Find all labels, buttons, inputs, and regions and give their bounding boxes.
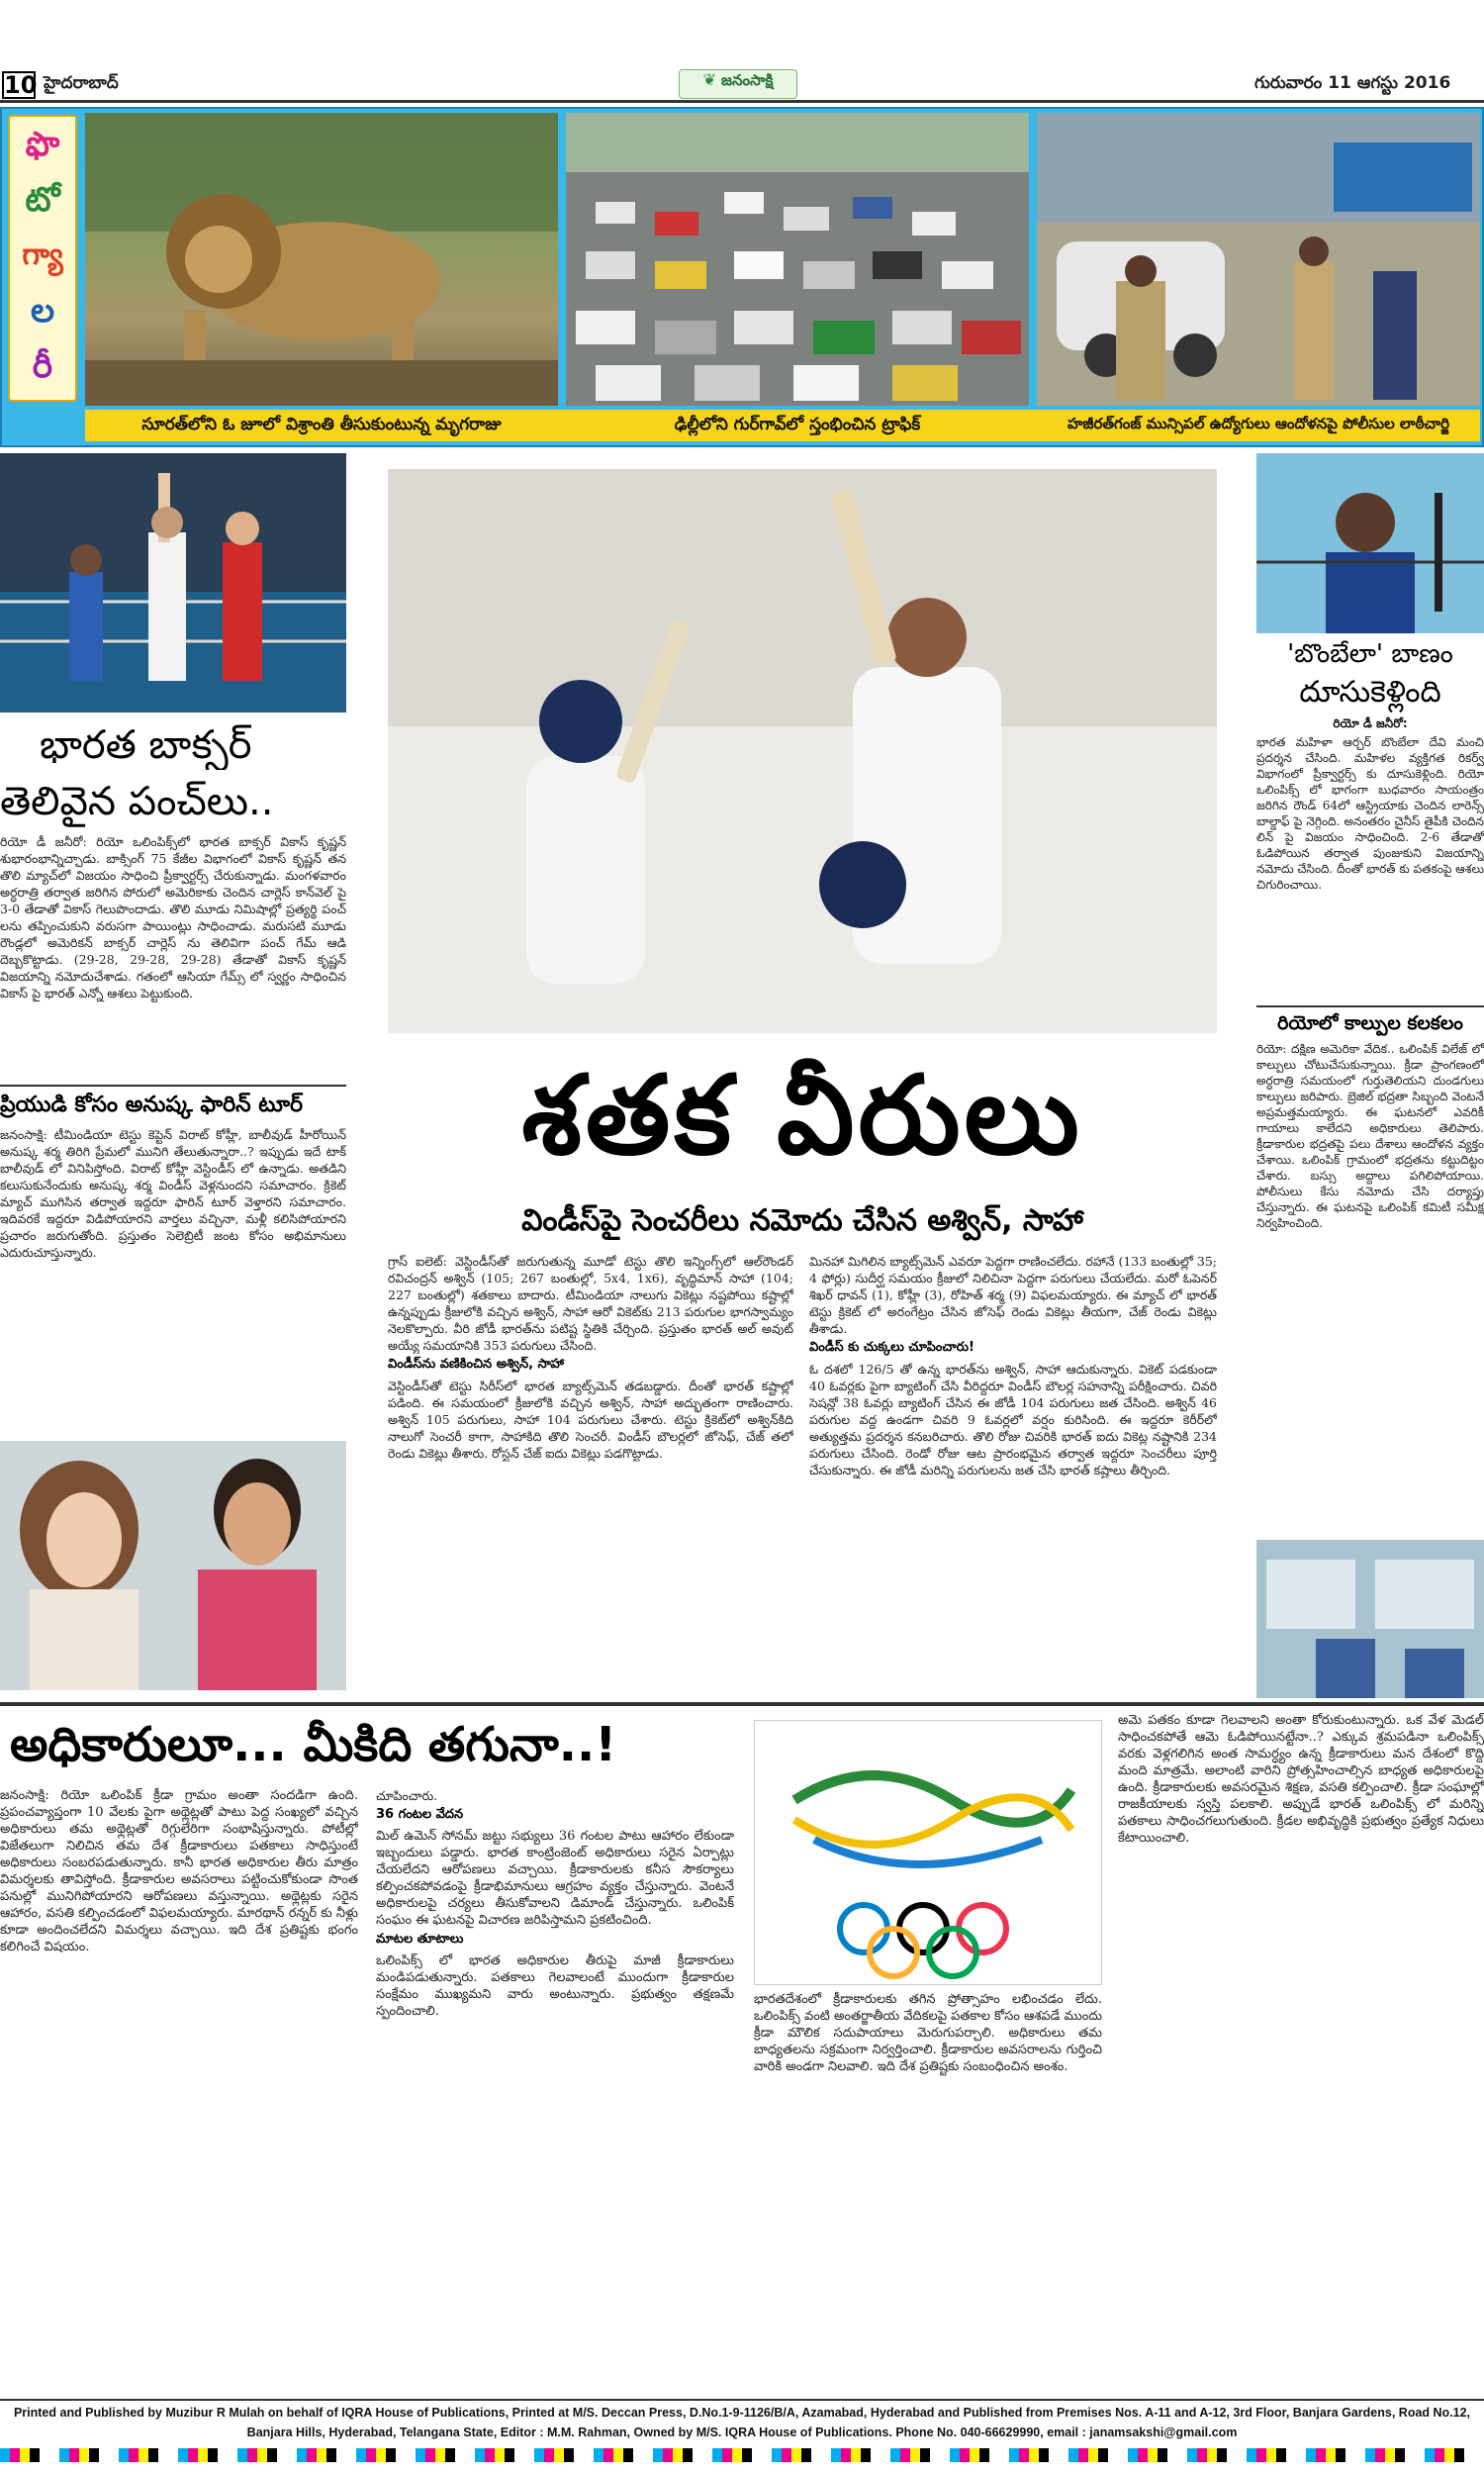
photo-traffic [566, 113, 1029, 406]
bottom-headline: అధికారులూ... మీకిది తగునా..! [10, 1717, 617, 1772]
gallery-label-char: రీ [32, 346, 53, 386]
lion-illustration [85, 113, 558, 406]
gallery-caption-1: సూరత్‌లోని ఓ జూలో విశ్రాంతి తీసుకుంటున్న మృగరాజు [141, 415, 502, 434]
masthead-logo [679, 69, 797, 99]
gallery-label-char: ల [30, 291, 55, 331]
rio-tension-body: రియో: దక్షిణ అమెరికా వేదిక.. ఒలింపిక్ విలేజ్ లో కాల్పులు చోటుచేసుకున్నాయి. క్రీడా ప్రాంగణంలో అర్ధరాత్రి సమయంలో గుర్తుతెలియని దుండగులు కాల్పులు జరిపారు. బ్రెజిల్ భద్రతా సిబ్బంది వెంటనే అప్రమత్తమయ్యారు. ఈ ఘటనలో ఎవరికీ గాయాలు కాలేదని అధికారులు తెలిపారు. క్రీడాకారుల భద్రతపై పలు దేశాలు ఆందోళన వ్యక్తం చేశాయి. ఒలింపిక్ గ్రామంలో భద్రతను కట్టుదిట్టం చేశారు. బస్సు అద్దాలు పగిలిపోయాయి. పోలీసులు కేసు నమోదు చేసి దర్యాప్తు చేస్తున్నారు. ఈ ఘటనపై ఒలింపిక్ కమిటీ సమీక్ష నిర్వహించింది. [1256, 1042, 1484, 1230]
cricketers-illustration [388, 469, 1217, 1033]
archer-illustration [1256, 453, 1484, 633]
boxing-ring-illustration [0, 453, 346, 713]
gallery-caption-3: హజీరత్‌గంజ్ మున్సిపల్ ఉద్యోగులు ఆందోళనపై పోలీసుల లాఠీచార్జి [1067, 415, 1449, 432]
photo-centurions [388, 469, 1217, 1033]
police-illustration [1037, 113, 1480, 406]
main-col-1-text-b: వెస్టిండీస్‌తో టెస్టు సిరీస్‌లో భారత బ్యాట్స్‌మెన్ తడబడ్డారు. దీంతో భారత్ కష్టాల్లో పడింది. ఈ సమయంలో క్రీజులోకి వచ్చిన అశ్విన్, సాహా అద్భుతంగా రాణించారు. అశ్విన్ 105 పరుగులు, సాహా 104 పరుగులు చేశారు. టెస్టు క్రికెట్‌లో అశ్విన్‌కిది నాలుగో సెంచరీ కాగా, సాహాకిది తొలి సెంచరీ. విండీస్ బౌలర్లలో జోసెఫ్, చేజ్ తలో రెండు వికెట్లు తీశారు. రోస్టన్ చేజ్ ఐదు వికెట్లు పడగొట్టాడు. [388, 1379, 793, 1461]
bottom-top-rule [0, 1702, 1484, 1706]
photo-police [1037, 113, 1480, 406]
gallery-label-char: ఫొ [25, 125, 60, 164]
bottom-col-4: అమె పతకం కూడా గెలవాలని అంతా కోరుకుంటున్నారు. ఒక వేళ మెడల్ సాధించకపోతే ఆమె ఓడిపోయినట్టేనా..? ఎక్కువ శ్రమపడినా ఒలింపిక్స్ వరకు వెళ్లగలిగిన అంత సామర్ధ్యం ఉన్న క్రీడాకారులు మన దేశంలో కొద్ది మంది మాత్రమే. అలాంటి వారిని ప్రోత్సహించాల్సిన బాధ్యత అధికారులపై ఉంది. క్రీడాకారులకు అవసరమైన శిక్షణ, వసతి కల్పించాలి. క్రీడా సంఘాల్లో రాజకీయాలకు స్వస్తి పలకాలి. అప్పుడే భారత్ ఒలింపిక్స్ లో మరిన్ని పతకాలు సాధించగలుగుతుంది. క్రీడల అభివృద్ధికి ప్రభుత్వం ప్రత్యేక నిధులు కేటాయించాలి. [1118, 1713, 1484, 1846]
bottom-col-2-subhead: 36 గంటల వేదన [376, 1807, 464, 1822]
bottom-col-3: భారతదేశంలో క్రీడాకారులకు తగిన ప్రోత్సాహం లభించడం లేదు. ఒలింపిక్స్ వంటి అంతర్జాతీయ వేదికలపై పతకాల కోసం ఆశపడే ముందు క్రీడా మౌలిక సదుపాయాలు మెరుగుపర్చాలి. అధికారులు తమ బాధ్యతలను సక్రమంగా నిర్వర్తించాలి. క్రీడాకారుల అవసరాలను గుర్తించి వారికి అండగా నిలవాలి. ఇది దేశ ప్రతిష్టకు సంబంధించిన అంశం. [754, 1992, 1102, 2074]
photo-bus [1256, 1540, 1484, 1698]
gallery-caption-2: ఢిల్లీలోని గుర్‌గావ్‌లో స్తంభించిన ట్రాఫిక్ [674, 415, 921, 434]
page-number: 10 [4, 71, 38, 99]
anushka-body: జనంసాక్షి: టీమిండియా టెస్టు కెప్టెన్ విరాట్ కోహ్లీ, బాలీవుడ్ హీరోయిన్ అనుష్క శర్మ తిరిగి ప్రేమలో మునిగి తేలుతున్నారా..? ఇప్పుడు ఇదే టాక్ బాలీవుడ్ లో వినిపిస్తోంది. విరాట్ కోహ్లీ వెస్టిండీస్ లో ఉన్నాడు. అతడిని కలుసుకునేందుకు అనుష్క శర్మ విండీస్ వెళ్లనుందని సమాచారం. క్రికెట్ మ్యాచ్ ముగిసిన తర్వాత ఇద్దరూ ఫారిన్ టూర్ వెళ్తారని సమాచారం. ఇదివరకే ఇద్దరూ విడిపోయారని వార్తలు వచ్చినా, మళ్లీ కలిసిపోయారని ప్రచారం జరుగుతోంది. ప్రస్తుతం సెలెబ్రిటీ జంట కోసం అభిమానులు ఎదురుచూస్తున్నారు. [0, 1127, 346, 1260]
main-col-2 [809, 1253, 1217, 1688]
bus-interior-illustration [1256, 1540, 1484, 1698]
footer-imprint: Printed and Published by Muzibur R Mulah on behalf of IQRA House of Publications, Printed at M/S. Deccan Press, D.No.1-9-1126/B/A, Azamabad, Hyderabad and Published from Premises Nos. A-11 and A-12, 3rd Floor, Banjara Gardens, Road No.12, Banjara Hills, Hyderabad, Telangana State, Editor : M.M. Rahman, Owned by M/S. IQRA House of Publications. Phone No. 040-66629990, email : janamsakshi@gmail.com [13, 2406, 1471, 2439]
main-headline: శతక వీరులు [521, 1052, 1083, 1179]
main-subheadline: విండీస్‌పై సెంచరీలు నమోదు చేసిన అశ్విన్, సాహా [521, 1203, 1083, 1238]
header-date: గురువారం 11 ఆగస్టు 2016 [1254, 73, 1451, 93]
boxer-headline-2: తెలివైన పంచ్‌లు.. [0, 779, 274, 824]
archer-divider [1256, 1005, 1484, 1007]
traffic-illustration [566, 113, 1029, 406]
rio2016-logo [754, 1720, 1102, 1985]
gallery-label [8, 115, 77, 402]
photo-boxers [0, 453, 346, 713]
bottom-col-2-subhead-2: మాటల తూటాలు [376, 1932, 464, 1947]
registration-marks [0, 2448, 1484, 2462]
archer-headline-1: 'బొంబేలా' బాణం [1287, 639, 1453, 669]
boxer-divider [0, 1085, 346, 1087]
anushka-headline: ప్రియుడి కోసం అనుష్క ఫారిన్ టూర్ [0, 1093, 303, 1117]
logo-text: జనంసాక్షి [721, 71, 774, 89]
main-col-1-text: గ్రాస్ ఐలెట్: వెస్టిండీస్‌తో జరుగుతున్న మూడో టెస్టు తొలి ఇన్నింగ్స్‌లో ఆల్‌రౌండర్ రవిచంద్రన్ అశ్విన్ (105; 267 బంతుల్లో, 5x4, 1x6), వృద్ధిమాన్ సాహా (104; 227 బంతుల్లో) శతకాలు బాదారు. టీమిండియా నాలుగు వికెట్లు నష్టపోయి కష్టాల్లో ఉన్నప్పుడు క్రీజులోకి వచ్చిన అశ్విన్, సాహా ఆరో వికెట్‌కు 213 పరుగుల భాగస్వామ్యం నెలకొల్పారు. వీరి జోడీ భారత్‌ను పటిష్ట స్థితికి చేర్చింది. ప్రస్తుతం భారత్ అల్ అవుట్ అయ్యే సమయానికి 353 పరుగులు చేసింది. [388, 1254, 793, 1353]
photo-anushka-virat [0, 1441, 346, 1690]
bottom-col-2-text-b: ఒలింపిక్స్ లో భారత అధికారుల తీరుపై మాజీ క్రీడాకారులు మండిపడుతున్నారు. పతకాలు గెలవాలంటే ముందుగా క్రీడాకారుల సంక్షేమం ముఖ్యమని వారు అంటున్నారు. ప్రభుత్వం తక్షణమే స్పందించాలి. [376, 1953, 734, 2019]
header-rule [0, 100, 1484, 103]
photo-archer [1256, 453, 1484, 633]
gallery-label-char: టో [25, 180, 60, 220]
rio-tension-headline: రియోలో కాల్పుల కలకలం [1277, 1012, 1463, 1034]
photo-lion [85, 113, 558, 406]
main-col-2-text-b: ఓ దశలో 126/5 తో ఉన్న భారత్‌ను అశ్విన్, సాహా ఆదుకున్నారు. వికెట్ పడకుండా 40 ఓవర్లకు పైగా బ్యాటింగ్ చేసి వీరిద్దరూ విండీస్ బౌలర్ల సహనాన్ని పరీక్షించారు. చివరి సెషన్లో 38 ఓవర్లు బ్యాటింగ్ చేసిన ఈ జోడీ 104 పరుగులు జత చేసింది. అశ్విన్ 46 పరుగుల వద్ద ఉండగా చివరి 9 ఓవర్లలో వర్షం కురిసింది. ఈ ఇద్దరూ కెరీర్‌లో అత్యుత్తమ ప్రదర్శన కనబరిచారు. తొలి రోజు చివరికి భారత్ ఐదు వికెట్ల నష్టానికి 234 పరుగులు చేసింది. రెండో రోజు ఆట ప్రారంభమైన తర్వాత ఇద్దరూ సెంచరీలు పూర్తి చేసుకున్నారు. ఈ జోడీ మరిన్ని పరుగులను జత చేసి భారత్ కష్టాలు తీర్చింది. [809, 1362, 1217, 1477]
photo-gallery [0, 107, 1484, 447]
bottom-col-1: జనంసాక్షి: రియో ఒలింపిక్ క్రీడా గ్రామం అంతా సందడిగా ఉంది. ప్రపంచవ్యాప్తంగా 10 వేలకు పైగా అథ్లెట్లతో పాటు పెద్ద సంఖ్యలో వచ్చిన అధికారులు తమ అథ్లెట్లతో రిగ్గులేరిగా సంభాషిస్తున్నారు. పోటీల్లో విజేతలుగా నిలిచిన తమ దేశ క్రీడాకారులు పతకాలు సాధిస్తుంటే అధికారులు సంబరపడుతున్నారు. కానీ భారత అధికారుల తీరు మాత్రం విమర్శలకు తావిస్తోంది. క్రీడాకారుల అవసరాలు పట్టించుకోకుండా సొంత పనుల్లో మునిగిపోయారని ఆరోపణలు వస్తున్నాయి. అథ్లెట్లకు సరైన ఆహారం, వసతి కల్పించడంలో విఫలమయ్యారు. మారథాన్ రన్నర్ కు నీళ్లు కూడా అందించలేదని విమర్శలు వచ్చాయి. ఇది దేశ ప్రతిష్టకు భంగం కలిగించే విషయం. [0, 1788, 358, 1954]
page-header [0, 0, 1484, 99]
bottom-col-2 [376, 1787, 734, 2393]
footer-rule [0, 2399, 1484, 2401]
rio-olympic-rings-illustration [755, 1721, 1102, 1985]
archer-dateline: రియో డీ జనీరో: [1333, 716, 1408, 730]
bottom-col-2-text: మిల్ ఉమెన్ సోనమ్ జట్టు సభ్యులు 36 గంటల పాటు ఆహారం లేకుండా ఇబ్బందులు పడ్డారు. భారత కాంట్రింజెంట్ అధికారులు సరైన ఏర్పాట్లు చేయలేదని ఆరోపణలు వచ్చాయి. క్రీడాకారులకు కనీస సౌకర్యాలు కల్పించకపోవడంపై క్రీడాభిమానులు ఆగ్రహం వ్యక్తం చేస్తున్నారు. వెంటనే అధికారులపై చర్యలు తీసుకోవాలని డిమాండ్ చేస్తున్నారు. ఒలింపిక్ సంఘం ఈ ఘటనపై విచారణ జరిపిస్తామని ప్రకటించింది. [376, 1829, 734, 1928]
celebrity-illustration [0, 1441, 346, 1690]
header-city: హైదరాబాద్ [44, 73, 119, 93]
leaf-icon: ❦ [702, 70, 716, 89]
main-col-2-subhead: విండీస్ కు చుక్కలు చూపించారు! [809, 1340, 974, 1355]
archer-body: భారత మహిళా ఆర్చర్ బొంబేలా దేవి మంచి ప్రదర్శన చేసింది. మహిళల వ్యక్తిగత రికర్వ్ విభాగంలో ప్రీక్వార్టర్స్ కు దూసుకెళ్లింది. రియో ఒలింపిక్స్ లో భాగంగా బుధవారం సాయంత్రం జరిగిన రౌండ్ 64లో ఆస్ట్రియాకు చెందిన లారెన్స్ బాల్డాఫ్ పై నెగ్గింది. అనంతరం చైనీస్ తైపీకి చెందిన లిన్ పై విజయం సాధించింది. 2-6 తేడాతో ఓడిపోయిన తర్వాత పుంజుకుని విజయాన్ని నమోదు చేసింది. దీంతో భారత్ కు పతకంపై ఆశలు చిగురించాయి. [1256, 735, 1484, 892]
boxer-body: రియో డీ జనీరో: రియో ఒలింపిక్స్‌లో భారత బాక్సర్ వికాస్ కృష్ణన్ శుభారంభాన్నిచ్చాడు. బాక్సింగ్ 75 కేజీల విభాగంలో వికాస్ కృష్ణన్ తన తొలి మ్యాచ్‌లో విజయం సాధించి ప్రీక్వార్టర్స్ చేరుకున్నాడు. మంగళవారం అర్ధరాత్రి తర్వాత జరిగిన పోరులో అమెరికాకు చెందిన చార్లెస్ కాన్‌వెల్ పై 3-0 తేడాతో వికాస్ గెలుపొందాడు. తొలి మూడు నిమిషాల్లో ప్రత్యర్థి పంచ్ లను తప్పించుకుని వరుసగా పాయింట్లు సాధించాడు. మరుసటి మూడు రౌండ్లలో అమెరికన్ బాక్సర్ చార్లెస్ ను తెలివిగా పంచ్ గేమ్ ఆడి దెబ్బకొట్టాడు. (29-28, 29-28, 29-28) తేడాతో వికాస్ కృష్ణన్ విజయాన్ని నమోదుచేశాడు. గతంలో ఆసియా గేమ్స్ లో స్వర్ణం సాధించిన వికాస్ పై భారత్ ఎన్నో ఆశలు పెట్టుకుంది. [0, 834, 346, 1000]
bottom-col-2-lead: చూపించారు. [376, 1788, 438, 1803]
main-col-1-subhead: విండీస్‌ను వణికించిన అశ్విన్, సాహా [388, 1357, 564, 1372]
archer-headline-2: దూసుకెళ్లింది [1299, 675, 1441, 710]
boxer-headline-1: భారత బాక్సర్ [40, 722, 252, 768]
main-col-2-text: మినహా మిగిలిన బ్యాట్స్‌మెన్ ఎవరూ పెద్దగా రాణించలేదు. రహానే (133 బంతుల్లో 35; 4 ఫోర్లు) సుదీర్ఘ సమయం క్రీజులో నిలిచినా పెద్దగా పరుగులు చేయలేదు. మరో ఓపెనర్ శిఖర్ ధావన్ (1), కోహ్లీ (3), రోహిత్ శర్మ (9) విఫలమయ్యారు. ఈ మ్యాచ్ లో భారత్ టెస్టు క్రికెట్ లో అరంగేట్రం చేసిన జోసెఫ్ రెండు వికెట్లు తీయగా, చేజ్ రెండు వికెట్లు తీశాడు. [809, 1254, 1217, 1336]
main-col-1 [388, 1253, 793, 1688]
gallery-label-char: గ్యా [22, 238, 63, 272]
